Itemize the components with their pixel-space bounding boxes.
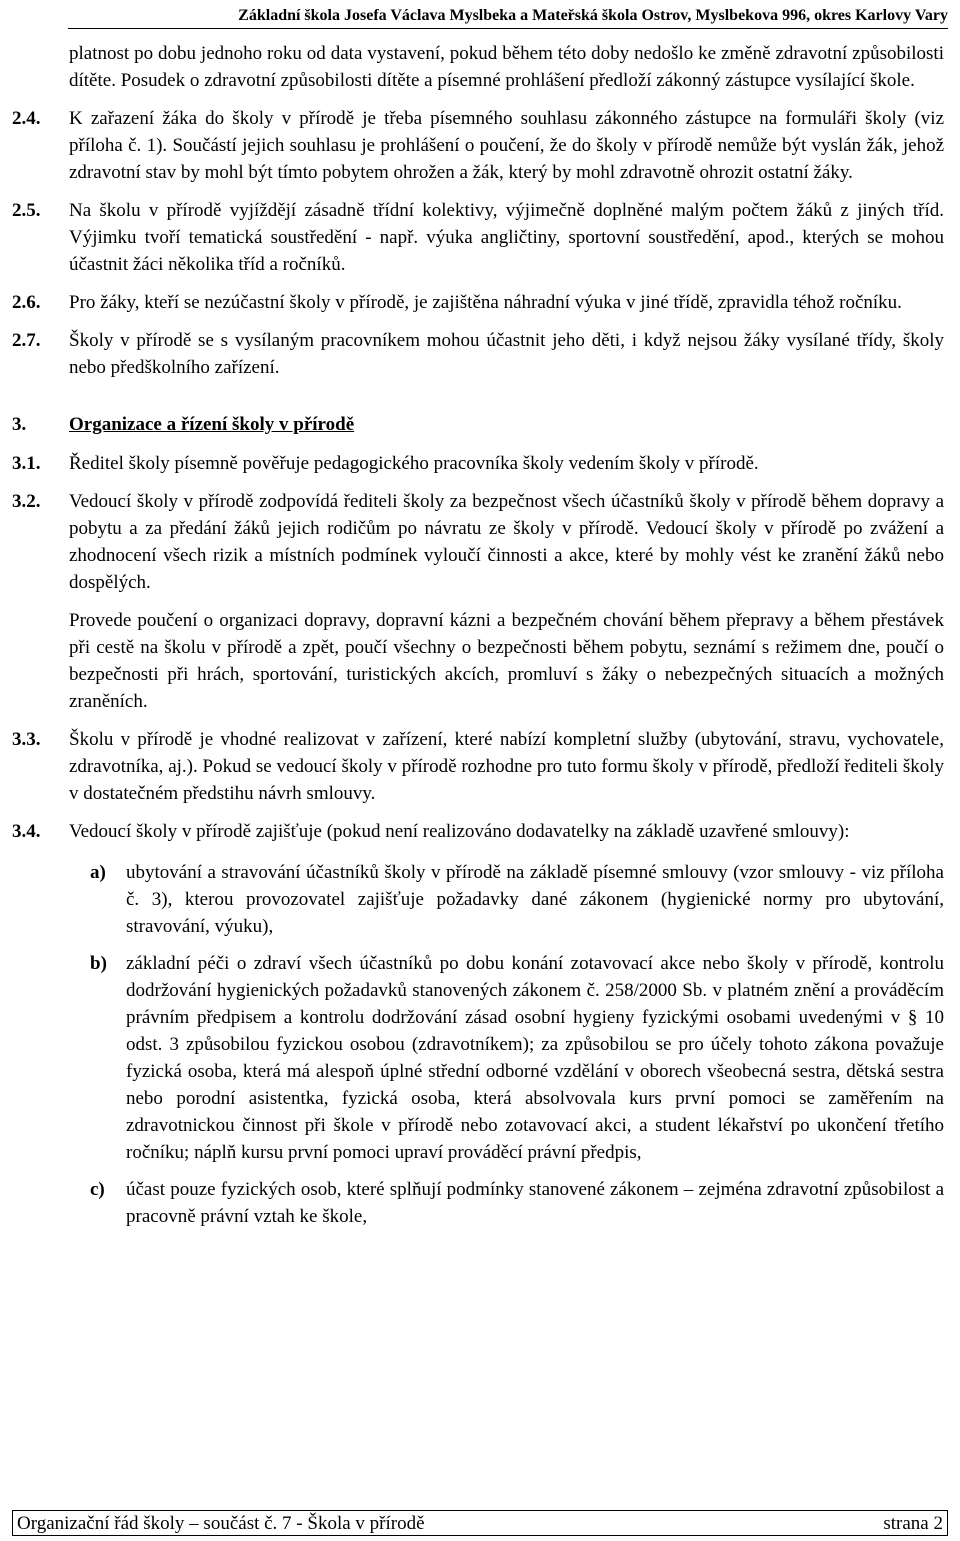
paragraph-2-7 bbox=[12, 327, 944, 381]
paragraph-number: 2.5. bbox=[12, 200, 41, 221]
footer-document-title: Organizační řád školy – součást č. 7 - Škola v přírodě bbox=[17, 1512, 425, 1534]
header-school-name: Základní škola Josefa Václava Myslbeka a Mateřská škola Ostrov, Myslbekova 996, okres Karlovy Vary bbox=[238, 7, 948, 24]
intro-paragraph: platnost po dobu jednoho roku od data vystavení, pokud během této doby nedošlo ke změně zdravotní způsobilosti dítěte. Posudek o zdravotní způsobilosti dítěte a písemné prohlášení předloží zákonný zástupce vysílající škole. bbox=[69, 43, 944, 91]
paragraph-number: 3.1. bbox=[12, 453, 41, 474]
list-item-letter: c) bbox=[90, 1179, 105, 1200]
paragraph-text: Vedoucí školy v přírodě zajišťuje (pokud není realizováno dodavatelky na základě uzavřené smlouvy): bbox=[69, 821, 850, 842]
list-item-c bbox=[69, 1176, 944, 1230]
paragraph-3-4 bbox=[12, 818, 944, 845]
paragraph-3-3 bbox=[12, 726, 944, 807]
page-header bbox=[68, 6, 948, 29]
paragraph-2-4 bbox=[12, 105, 944, 186]
list-item-text: účast pouze fyzických osob, které splňují podmínky stanovené zákonem – zejména zdravotní způsobilost a pracovně právní vztah ke škole, bbox=[126, 1179, 944, 1227]
paragraph-text: Ředitel školy písemně pověřuje pedagogického pracovníka školy vedením školy v přírodě. bbox=[69, 453, 759, 474]
paragraph-text: Pro žáky, kteří se nezúčastní školy v přírodě, je zajištěna náhradní výuka v jiné třídě, zpravidla téhož ročníku. bbox=[69, 292, 902, 313]
list-item-a bbox=[69, 859, 944, 940]
paragraph-text: Školu v přírodě je vhodné realizovat v zařízení, které nabízí kompletní služby (ubytování, stravu, vychovatele, zdravotníka, aj.). Pokud se vedoucí školy v přírodě rozhodne pro tuto formu školy v přírodě, předloží řediteli školy v dostatečném předstihu návrh smlouvy. bbox=[69, 729, 944, 804]
paragraph-2-6 bbox=[12, 289, 944, 316]
paragraph-number: 3.2. bbox=[12, 491, 41, 512]
paragraph-text: Vedoucí školy v přírodě zodpovídá řediteli školy za bezpečnost všech účastníků školy v přírodě během dopravy a pobytu a za předání žáků jejich rodičům po návratu ze školy v přírodě. Vedoucí školy v přírodě po zvážení a zhodnocení všech rizik a místních podmínek vyloučí činnosti a akce, které by mohly vést ke zranění žáků nebo dospělých. bbox=[69, 491, 944, 593]
paragraph-text: Školy v přírodě se s vysílaným pracovníkem mohou účastnit jeho děti, i když nejsou žáky vysílané třídy, školy nebo předškolního zařízení. bbox=[69, 330, 944, 378]
list-item-b bbox=[69, 950, 944, 1166]
paragraph-number: 3.4. bbox=[12, 821, 41, 842]
list-item-letter: b) bbox=[90, 953, 107, 974]
section-title: Organizace a řízení školy v přírodě bbox=[69, 414, 355, 435]
section-3-heading bbox=[12, 411, 944, 438]
paragraph-3-1 bbox=[12, 450, 944, 477]
list-item-letter: a) bbox=[90, 862, 106, 883]
paragraph-text: Na školu v přírodě vyjíždějí zásadně třídní kolektivy, výjimečně doplněné malým počtem žáků z jiných tříd. Výjimku tvoří tematická soustředění - např. výuka angličtiny, sportovní soustředění, apod., kterých se mohou účastnit žáci několika tříd a ročníků. bbox=[69, 200, 944, 275]
paragraph-number: 3.3. bbox=[12, 729, 41, 750]
paragraph-text: K zařazení žáka do školy v přírodě je třeba písemného souhlasu zákonného zástupce na formuláři školy (viz příloha č. 1). Součástí jejich souhlasu je prohlášení o poučení, že do školy v přírodě nemůže být vyslán žák, jehož zdravotní stav by mohl být tímto pobytem ohrožen a žák, který by mohl zdravotně ohrozit ostatní žáky. bbox=[69, 108, 944, 183]
list-item-text: základní péči o zdraví všech účastníků po dobu konání zotavovací akce nebo školy v přírodě, kontrolu dodržování hygienických požadavků stanovených zákonem č. 258/2000 Sb. v platném znění a prováděcím právním předpisem a kontrolu dodržování zásad osobní hygieny fyzickými osobami uvedenými v § 10 odst. 3 způsobilou fyzickou osobou (zdravotníkem); za způsobilou se pro účely tohoto zákona považuje fyzická osoba, která má alespoň úplné střední odborné vzdělání v oborech všeobecná sestra, dětská sestra nebo porodní asistentka, fyzická osoba, která absolvovala kurs první pomoci se zaměřením na zdravotnickou činnost při škole v přírodě nebo zotavovací akci, a student lékařství po ukončení třetího ročníku; náplň kursu první pomoci upraví prováděcí právní předpis, bbox=[126, 953, 944, 1163]
page-footer bbox=[12, 1510, 948, 1536]
paragraph-2-5 bbox=[12, 197, 944, 278]
paragraph-number: 2.4. bbox=[12, 108, 41, 129]
list-item-text: ubytování a stravování účastníků školy v přírodě na základě písemné smlouvy (vzor smlouvy - viz příloha č. 3), kterou provozovatel zajišťuje požadavky dané zákonem (hygienické normy pro ubytování, stravování, výuku), bbox=[126, 862, 944, 937]
paragraph-3-2-continuation: Provede poučení o organizaci dopravy, dopravní kázni a bezpečném chování během přepravy a během přestávek při cestě na školu v přírodě a zpět, poučí všechny o bezpečnosti během pobytu, seznámí s režimem dne, poučí o bezpečnosti při hrách, sportování, turistických akcích, promluví s žáky o nebezpečných situacích a možných zraněních. bbox=[69, 610, 944, 712]
paragraph-number: 2.6. bbox=[12, 292, 41, 313]
section-number: 3. bbox=[12, 414, 27, 435]
footer-page-number: strana 2 bbox=[883, 1512, 943, 1534]
paragraph-number: 2.7. bbox=[12, 330, 41, 351]
paragraph-3-2 bbox=[12, 488, 944, 596]
document-body bbox=[12, 40, 944, 1240]
